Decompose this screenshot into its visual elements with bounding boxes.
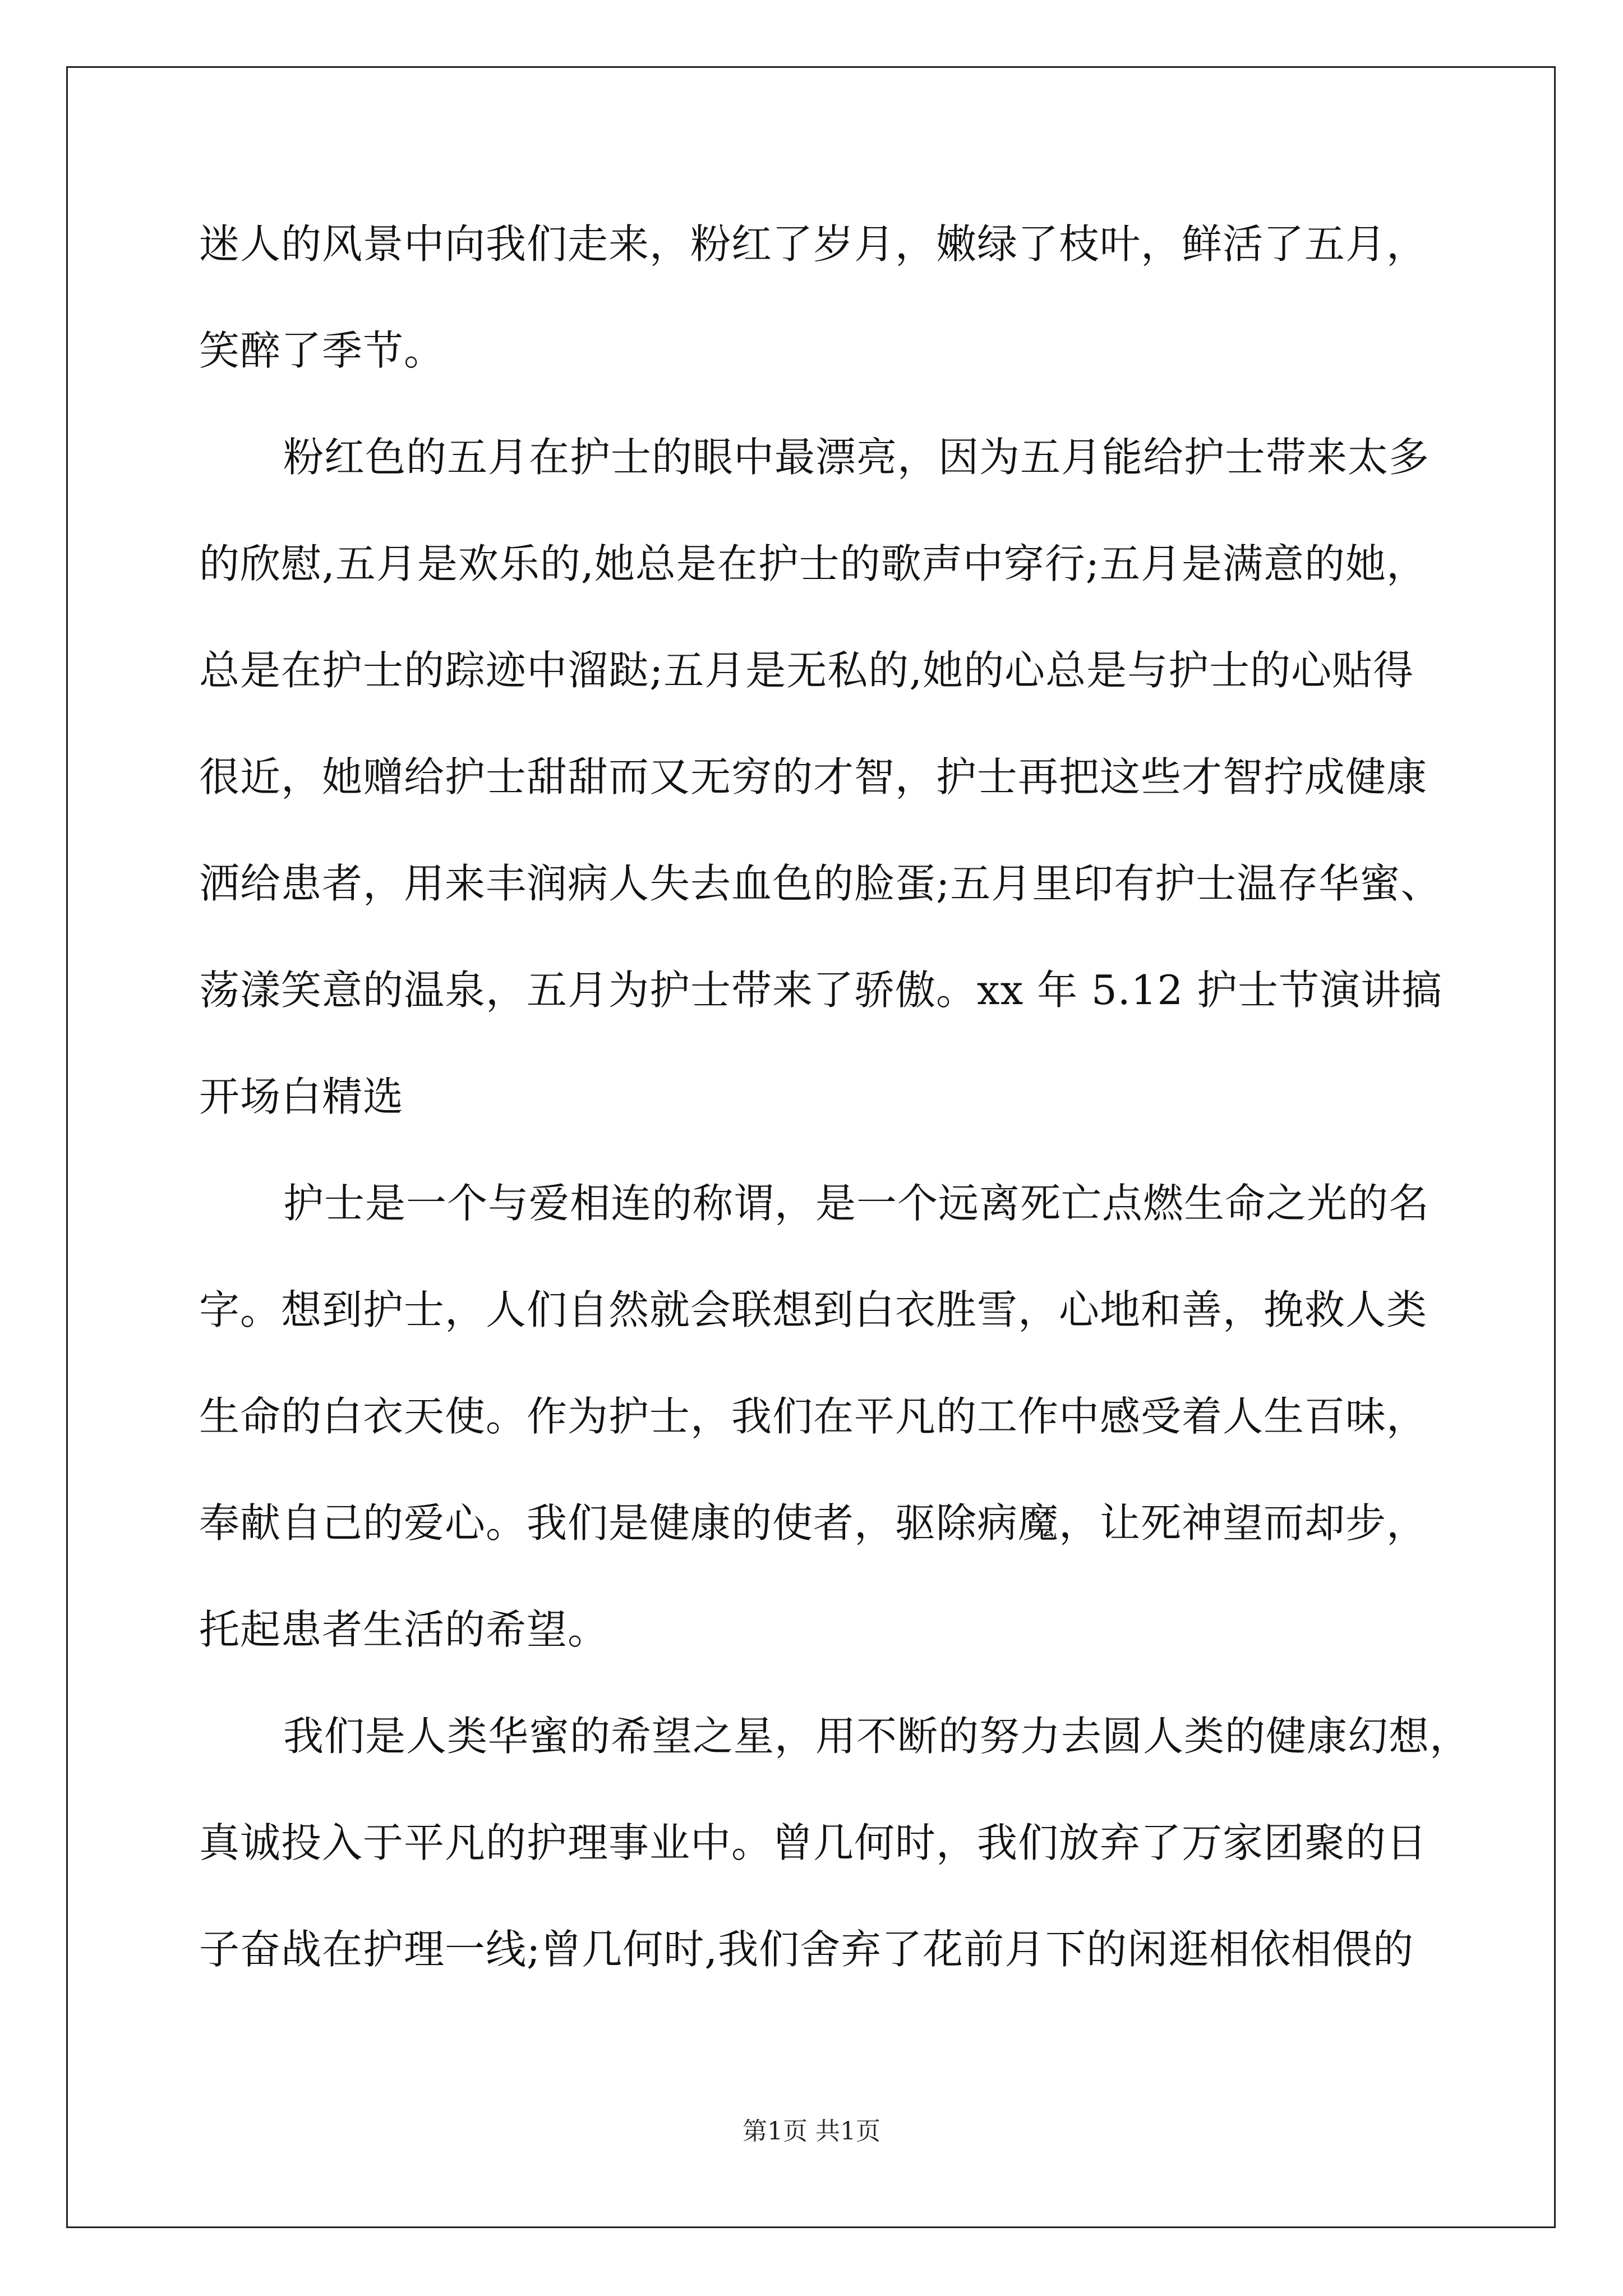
text-line: 总是在护士的踪迹中溜跶;五月是无私的,她的心总是与护士的心贴得 [199,647,1414,694]
page-number-footer: 第1页 共1页 [743,2117,880,2146]
text-line: 笑醉了季节。 [199,327,445,374]
text-line: 迷人的风景中向我们走来，粉红了岁月，嫩绿了枝叶，鲜活了五月， [199,220,1428,268]
text-line: 我们是人类华蜜的希望之星，用不断的努力去圆人类的健康幻想， [283,1713,1471,1760]
text-line: 生命的白衣天使。作为护士，我们在平凡的工作中感受着人生百味， [199,1393,1428,1440]
document-body [199,191,1471,2003]
text-line: 粉红色的五月在护士的眼中最漂亮，因为五月能给护士带来太多 [283,434,1430,481]
text-line: 很近，她赠给护士甜甜而又无穷的才智，护士再把这些才智拧成健康 [199,753,1428,800]
text-line: 奉献自己的爱心。我们是健康的使者，驱除病魔，让死神望而却步， [199,1499,1428,1547]
text-line: 的欣慰,五月是欢乐的,她总是在护士的歌声中穿行;五月是满意的她， [199,540,1428,587]
text-line: 真诚投入于平凡的护理事业中。曾几何时，我们放弃了万家团聚的日 [199,1819,1428,1866]
text-line: 开场白精选 [199,1073,404,1120]
text-line: 字。想到护士，人们自然就会联想到白衣胜雪，心地和善，挽救人类 [199,1286,1428,1333]
text-line: 护士是一个与爱相连的称谓，是一个远离死亡点燃生命之光的名 [283,1180,1430,1227]
text-line: 托起患者生活的希望。 [199,1606,609,1653]
text-line: 子奋战在护理一线;曾几何时,我们舍弃了花前月下的闲逛相依相偎的 [199,1926,1414,1973]
text-line: 洒给患者，用来丰润病人失去血色的脸蛋;五月里印有护士温存华蜜、 [199,860,1442,907]
text-line: 荡漾笑意的温泉，五月为护士带来了骄傲。xx 年 5.12 护士节演讲搞 [199,967,1443,1014]
